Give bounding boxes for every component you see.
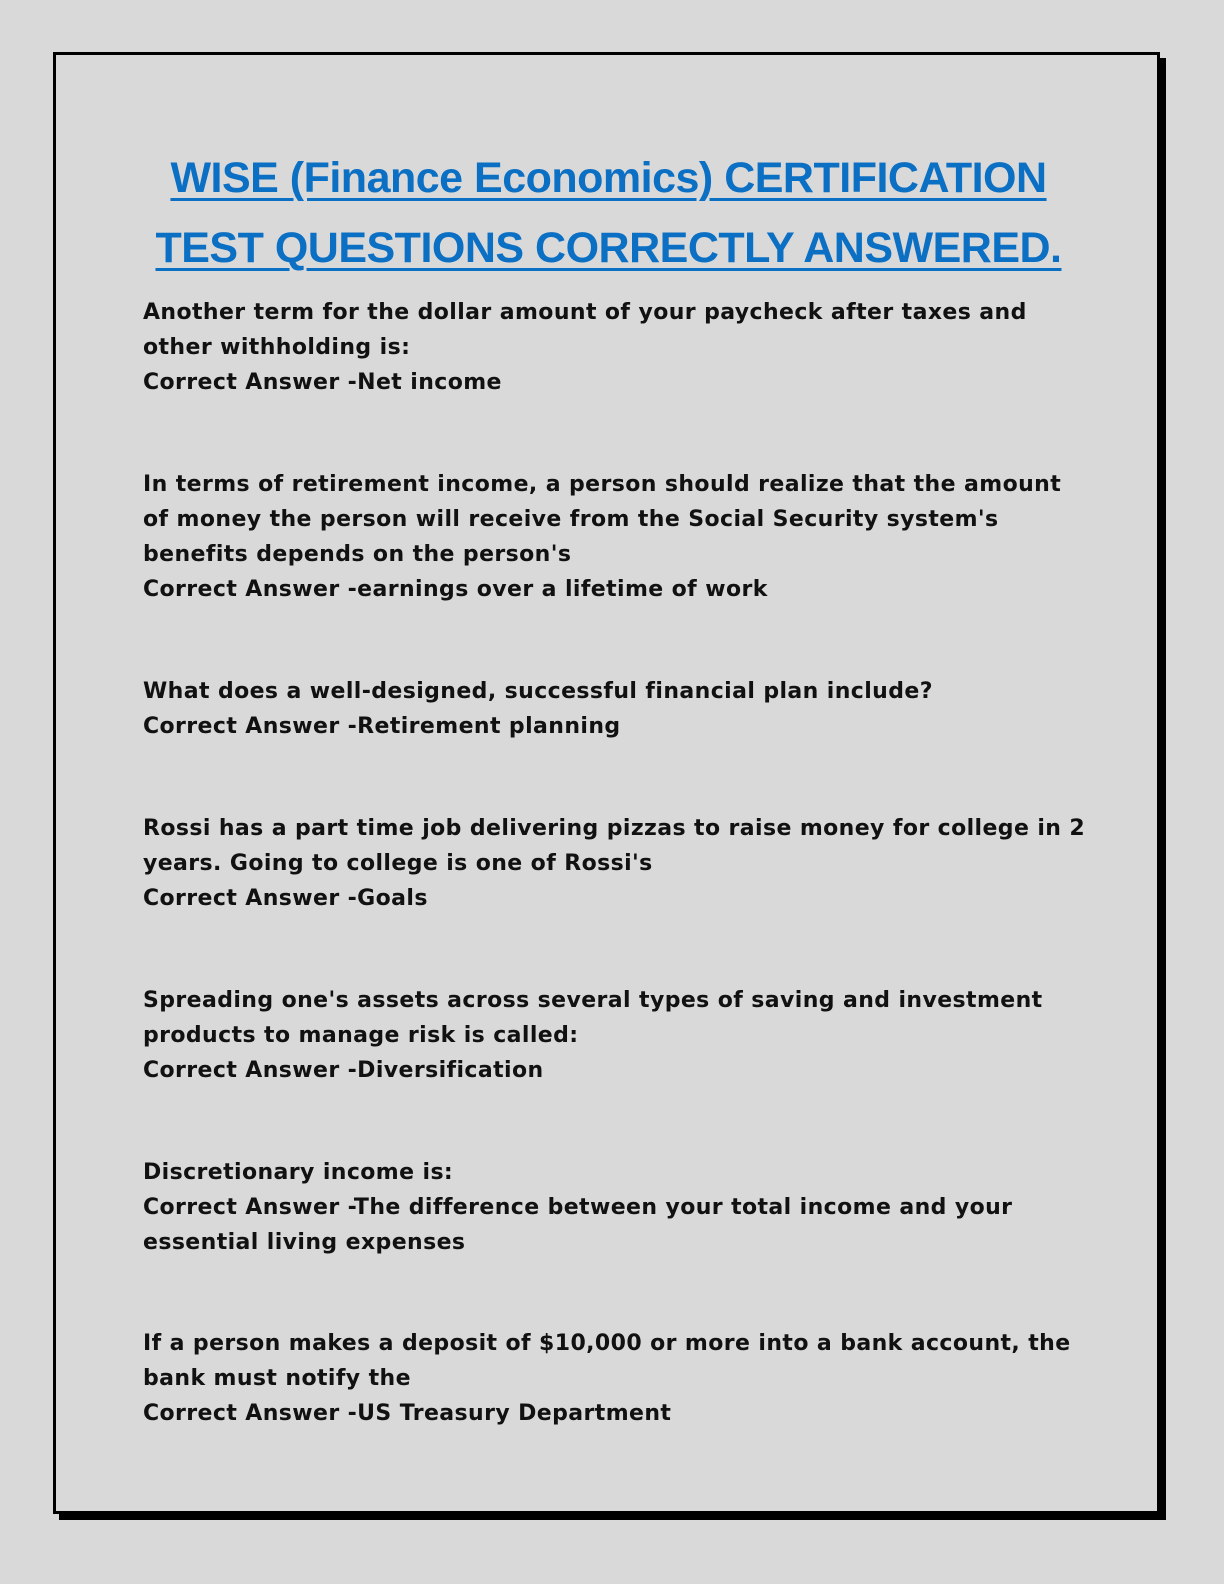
answer-text: Correct Answer -The difference between your total income and your essential living expenses	[143, 1195, 1013, 1255]
answer-text: Correct Answer -Net income	[143, 370, 502, 395]
question-text: Another term for the dollar amount of your paycheck after taxes and other withholding is:	[143, 300, 1027, 360]
qa-item-1	[143, 295, 1093, 400]
qa-item-4	[143, 811, 1093, 916]
document-page	[53, 52, 1160, 1514]
qa-item-5	[143, 983, 1093, 1088]
qa-item-7	[143, 1326, 1093, 1431]
answer-text: Correct Answer -US Treasury Department	[143, 1401, 672, 1426]
question-text: If a person makes a deposit of $10,000 or more into a bank account, the bank must notify the	[143, 1331, 1071, 1391]
answer-text: Correct Answer -Diversification	[143, 1058, 544, 1083]
question-text: What does a well-designed, successful financial plan include?	[143, 679, 933, 704]
document-title	[146, 143, 1071, 283]
qa-item-6	[143, 1155, 1093, 1260]
document-title-line-2: TEST QUESTIONS CORRECTLY ANSWERED.	[155, 224, 1062, 272]
question-text: Discretionary income is:	[143, 1160, 454, 1185]
question-text: Spreading one's assets across several types of saving and investment products to manage risk is called:	[143, 988, 1043, 1048]
answer-text: Correct Answer -Retirement planning	[143, 714, 621, 739]
question-text: Rossi has a part time job delivering pizzas to raise money for college in 2 years. Going to college is one of Rossi's	[143, 816, 1086, 876]
question-text: In terms of retirement income, a person should realize that the amount of money the person will receive from the Social Security system's benefits depends on the person's	[143, 472, 1062, 567]
qa-item-2	[143, 467, 1093, 607]
qa-item-3	[143, 674, 1093, 744]
document-title-line-1: WISE (Finance Economics) CERTIFICATION	[170, 154, 1047, 202]
answer-text: Correct Answer -Goals	[143, 886, 428, 911]
answer-text: Correct Answer -earnings over a lifetime of work	[143, 577, 768, 602]
